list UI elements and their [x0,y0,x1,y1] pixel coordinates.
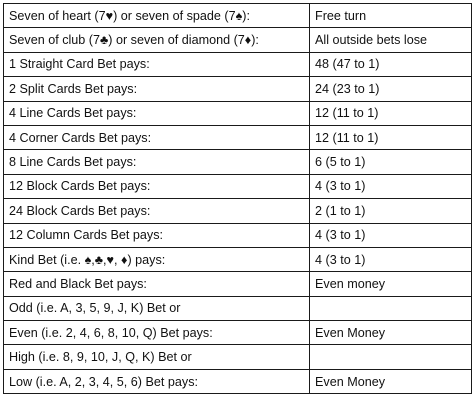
payout-cell: 12 (11 to 1) [310,101,472,125]
bet-description-cell: Low (i.e. A, 2, 3, 4, 5, 6) Bet pays: [4,369,310,393]
payout-cell: 6 (5 to 1) [310,150,472,174]
payout-cell: 4 (3 to 1) [310,223,472,247]
payout-cell: Even Money [310,321,472,345]
payout-cell: Free turn [310,4,472,28]
payout-cell: 48 (47 to 1) [310,52,472,76]
bet-description-cell: 8 Line Cards Bet pays: [4,150,310,174]
payout-table [3,3,472,394]
bet-description-cell: 4 Corner Cards Bet pays: [4,125,310,149]
payout-cell: 24 (23 to 1) [310,77,472,101]
table-row [4,272,472,296]
table-row [4,369,472,393]
table-row [4,101,472,125]
table-row [4,77,472,101]
payout-cell: 4 (3 to 1) [310,247,472,271]
bet-description-cell: Odd (i.e. A, 3, 5, 9, J, K) Bet or [4,296,310,320]
bet-description-cell: 12 Block Cards Bet pays: [4,174,310,198]
bet-description-cell: 2 Split Cards Bet pays: [4,77,310,101]
bet-description-cell: Seven of club (7♣) or seven of diamond (7♦): [4,28,310,52]
table-row [4,174,472,198]
bet-description-cell: Seven of heart (7♥) or seven of spade (7♠): [4,4,310,28]
bet-description-cell: 12 Column Cards Bet pays: [4,223,310,247]
bet-description-cell: High (i.e. 8, 9, 10, J, Q, K) Bet or [4,345,310,369]
payout-cell [310,345,472,369]
payout-cell [310,296,472,320]
bet-description-cell: 1 Straight Card Bet pays: [4,52,310,76]
payout-cell: All outside bets lose [310,28,472,52]
bet-description-cell: Kind Bet (i.e. ♠,♣,♥, ♦) pays: [4,247,310,271]
payout-cell: 2 (1 to 1) [310,199,472,223]
payout-table-body [4,4,472,394]
table-row [4,4,472,28]
table-row [4,296,472,320]
table-row [4,345,472,369]
table-row [4,321,472,345]
table-row [4,247,472,271]
payout-cell: 12 (11 to 1) [310,125,472,149]
table-row [4,223,472,247]
payout-cell: 4 (3 to 1) [310,174,472,198]
table-row [4,125,472,149]
table-row [4,199,472,223]
bet-description-cell: 4 Line Cards Bet pays: [4,101,310,125]
bet-description-cell: 24 Block Cards Bet pays: [4,199,310,223]
table-row [4,150,472,174]
bet-description-cell: Red and Black Bet pays: [4,272,310,296]
bet-description-cell: Even (i.e. 2, 4, 6, 8, 10, Q) Bet pays: [4,321,310,345]
payout-cell: Even Money [310,369,472,393]
payout-cell: Even money [310,272,472,296]
table-row [4,28,472,52]
table-row [4,52,472,76]
